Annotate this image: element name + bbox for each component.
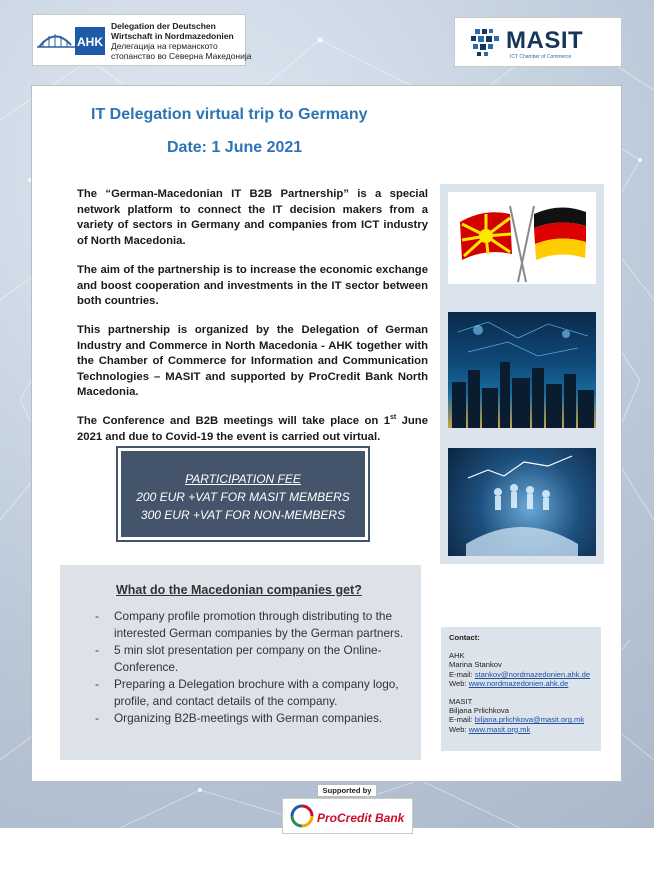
- fee-non-members: 300 EUR +VAT FOR NON-MEMBERS: [140, 508, 346, 522]
- schedule-paragraph: [77, 414, 428, 445]
- masit-email-link[interactable]: biljana.prlichkova@masit.org.mk: [474, 715, 585, 725]
- list-dash: -: [95, 711, 99, 725]
- schedule-text-a: The Conference and B2B meetings will take place on 1: [77, 415, 390, 427]
- masit-contact-name: Biljana Prlichkova: [449, 706, 509, 716]
- ahk-email-link[interactable]: stankov@nordmazedonien.ahk.de: [474, 669, 591, 679]
- list-dash: -: [95, 643, 99, 657]
- list-item: [95, 608, 405, 641]
- intro-paragraph: The “German-Macedonian IT B2B Partnership” is a special network platform to connect the IT decision makers from a variety of sectors in Germany and companies from ICT industry of North Macedonia.: [77, 188, 428, 247]
- ahk-name-line4: стопанство во Северна Македонија: [111, 51, 252, 61]
- flags-image: [448, 192, 596, 284]
- masit-wordmark: MASIT: [506, 27, 584, 54]
- schedule-text-b: June 2021 and due to Covid-19 the event is carried out virtual.: [77, 415, 428, 443]
- benefits-list: [95, 608, 405, 728]
- list-item: [95, 676, 405, 709]
- ahk-org: AHK: [449, 651, 465, 661]
- ahk-arch-icon: [35, 17, 107, 63]
- participation-fee-box: [116, 446, 370, 542]
- aim-paragraph: The aim of the partnership is to increase the economic exchange and boost cooperation and investments in the IT sector between both countries.: [77, 264, 428, 308]
- contact-heading: Contact:: [449, 633, 480, 642]
- list-dash: -: [95, 609, 99, 623]
- list-item: [95, 710, 405, 727]
- ahk-mark: AHK: [77, 35, 103, 49]
- masit-logo: [454, 17, 622, 67]
- masit-org: MASIT: [449, 697, 473, 707]
- masit-subtitle: ICT Chamber of Commerce: [510, 54, 572, 60]
- masit-mosaic-icon: [469, 27, 503, 59]
- benefit-text: Organizing B2B-meetings with German companies.: [114, 711, 383, 725]
- list-dash: -: [95, 677, 99, 691]
- business-hands-image: [448, 448, 596, 556]
- page-title: IT Delegation virtual trip to Germany: [91, 106, 368, 123]
- fee-members: 200 EUR +VAT FOR MASIT MEMBERS: [136, 490, 350, 504]
- benefit-text: Preparing a Delegation brochure with a company logo, profile, and contact details of the company.: [114, 677, 399, 708]
- masit-web-label: Web:: [449, 724, 469, 734]
- ahk-web-label: Web:: [449, 678, 469, 688]
- supported-by-label: Supported by: [317, 784, 377, 797]
- ahk-contact-name: Marina Stankov: [449, 660, 502, 670]
- ahk-name-line3: Делегација на германското: [111, 41, 218, 51]
- benefits-title: What do the Macedonian companies get?: [116, 583, 362, 597]
- list-item: [95, 642, 405, 675]
- ahk-name-line1: Delegation der Deutschen: [111, 21, 216, 31]
- masit-email-label: E-mail:: [449, 715, 475, 725]
- ahk-logo: [32, 14, 252, 66]
- organizers-paragraph: This partnership is organized by the Delegation of German Industry and Commerce in North Macedonia - AHK together with the Chamber of Commerce for Information and Communication Technologies – MASIT and supported by ProCredit Bank North Macedonia.: [77, 324, 428, 399]
- contact-box: [441, 627, 601, 751]
- schedule-ordinal: st: [389, 414, 397, 422]
- event-date: Date: 1 June 2021: [167, 139, 303, 156]
- ahk-name-line2: Wirtschaft in Nordmazedonien: [111, 31, 234, 41]
- ahk-web-link[interactable]: www.nordmazedonien.ahk.de: [468, 678, 569, 688]
- benefit-text: Company profile promotion through distributing to the interested German companies by the German partners.: [114, 609, 404, 640]
- photo-column: [440, 184, 604, 564]
- ahk-email-label: E-mail:: [449, 669, 475, 679]
- masit-web-link[interactable]: www.masit.org.mk: [468, 724, 531, 734]
- benefit-text: 5 min slot presentation per company on the Online-Conference.: [114, 643, 382, 674]
- fee-heading: PARTICIPATION FEE: [185, 472, 301, 486]
- procredit-swirl-icon: [290, 804, 314, 828]
- city-network-image: [448, 312, 596, 428]
- procredit-wordmark: ProCredit Bank: [317, 811, 405, 825]
- procredit-logo: [282, 798, 413, 834]
